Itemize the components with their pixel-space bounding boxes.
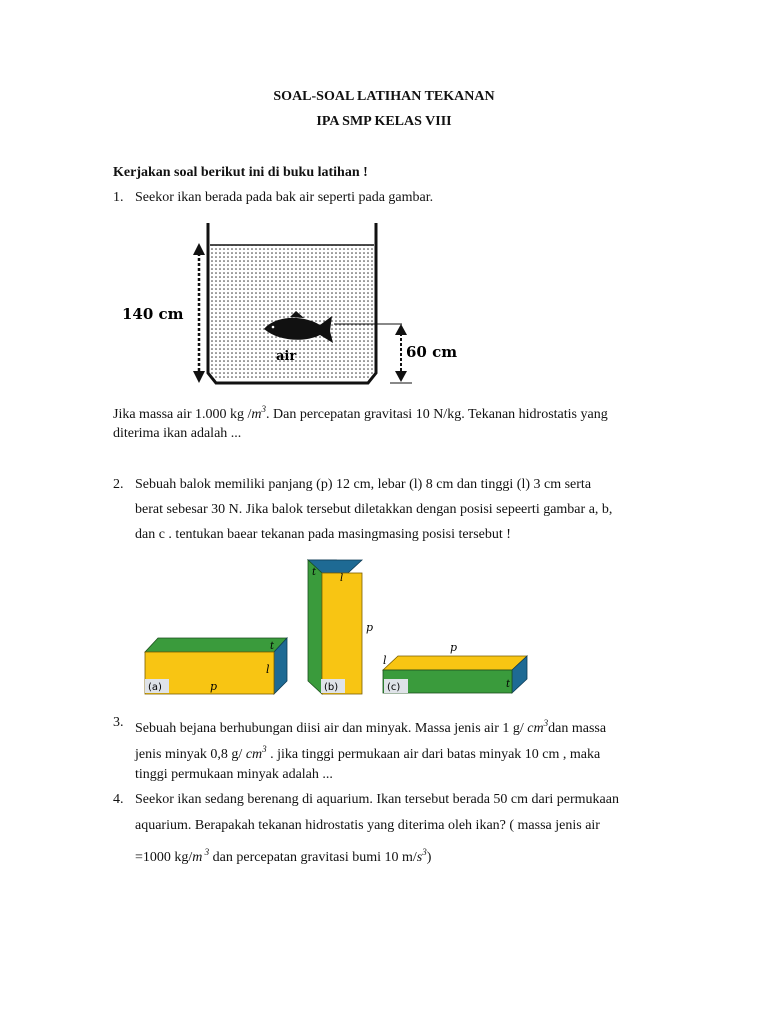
q3-line1 xyxy=(135,714,606,738)
q2-line3: dan c . tentukan baear tekanan pada masingmasing posisi tersebut ! xyxy=(135,527,511,542)
q2-line2: berat sebesar 30 N. Jika balok tersebut diletakkan dengan posisi sepeerti gambar a, b, xyxy=(135,502,613,517)
q1-line1-a: Jika massa air 1.000 kg / xyxy=(113,407,252,422)
q3-line1-b: dan massa xyxy=(548,721,607,736)
block-c-tag: (c) xyxy=(387,682,401,693)
q4-line3-a: =1000 kg/ xyxy=(135,850,193,865)
q3-line1-a: Sebuah bejana berhubungan diisi air dan minyak. Massa jenis air 1 g/ xyxy=(135,721,528,736)
q3-unit2: cm xyxy=(245,747,263,762)
block-a-tag: (a) xyxy=(148,682,162,693)
block-b-t: t xyxy=(312,567,317,578)
instruction: Kerjakan soal berikut ini di buku latihan ! xyxy=(113,165,368,180)
block-c xyxy=(383,641,527,693)
block-b-side xyxy=(308,560,322,694)
q4-line3-b: dan percepatan gravitasi bumi 10 m/ xyxy=(209,850,417,865)
depth-arrow-bottom xyxy=(193,371,205,383)
block-b-p: p xyxy=(366,621,374,634)
block-c-t: t xyxy=(506,679,511,690)
q4-exp1: 3 xyxy=(202,847,210,857)
block-b xyxy=(308,560,373,694)
q4-unit1: m xyxy=(192,850,203,865)
q1-text: Seekor ikan berada pada bak air seperti pada gambar. xyxy=(135,190,434,205)
q1-exp: 3 xyxy=(261,404,267,414)
page-title: SOAL-SOAL LATIHAN TEKANAN xyxy=(273,89,495,104)
q4-exp2: 3 xyxy=(422,847,427,857)
block-c-l: l xyxy=(383,654,387,667)
water-label: air xyxy=(276,349,297,364)
q2-number: 2. xyxy=(113,477,124,492)
q4-line1: Seekor ikan sedang berenang di aquarium. Ikan tersebut berada 50 cm dari permukaan xyxy=(135,792,619,807)
q1-number: 1. xyxy=(113,190,124,205)
q1-line1-b: . Dan percepatan gravitasi 10 N/kg. Tekanan hidrostatis yang xyxy=(266,407,608,422)
depth-arrow-top xyxy=(193,243,205,255)
q4-line3-c: ) xyxy=(426,850,432,865)
block-c-p: p xyxy=(450,641,458,654)
q1-line1 xyxy=(113,400,608,424)
q1-tank-figure xyxy=(110,215,460,390)
q3-exp2: 3 xyxy=(262,744,267,754)
q3-number: 3. xyxy=(113,715,124,730)
q2-block-figure xyxy=(140,555,540,700)
q1-unit: m xyxy=(251,407,262,422)
block-a-p: p xyxy=(210,680,218,693)
q3-line2 xyxy=(135,740,600,764)
height-arrow-bottom xyxy=(395,371,407,382)
q3-exp1: 3 xyxy=(543,718,549,728)
q3-line2-b: . jika tinggi permukaan air dari batas minyak 10 cm , maka xyxy=(266,747,601,762)
q3-line2-a: jenis minyak 0,8 g/ xyxy=(135,747,246,762)
block-b-tag: (b) xyxy=(324,682,339,693)
q4-line2: aquarium. Berapakah tekanan hidrostatis yang diterima oleh ikan? ( massa jenis air xyxy=(135,818,600,833)
q4-line3 xyxy=(135,843,431,867)
q1-line2: diterima ikan adalah ... xyxy=(113,426,242,441)
block-a-l: l xyxy=(266,663,270,676)
q3-unit1: cm xyxy=(527,721,544,736)
q2-line1: Sebuah balok memiliki panjang (p) 12 cm, lebar (l) 8 cm dan tinggi (l) 3 cm serta xyxy=(135,477,592,492)
q4-number: 4. xyxy=(113,792,124,807)
block-b-front xyxy=(322,573,362,694)
block-b-l: l xyxy=(340,573,344,584)
q4-unit2: s xyxy=(416,850,423,865)
depth-label: 140 cm xyxy=(122,305,184,323)
height-label: 60 cm xyxy=(406,343,458,361)
page-subtitle: IPA SMP KELAS VIII xyxy=(316,114,452,129)
block-a-top xyxy=(145,638,287,652)
height-arrow-top xyxy=(395,324,407,335)
block-c-top xyxy=(383,656,527,670)
block-a-t: t xyxy=(270,641,275,652)
block-a xyxy=(145,638,287,694)
q3-line3: tinggi permukaan minyak adalah ... xyxy=(135,767,333,782)
